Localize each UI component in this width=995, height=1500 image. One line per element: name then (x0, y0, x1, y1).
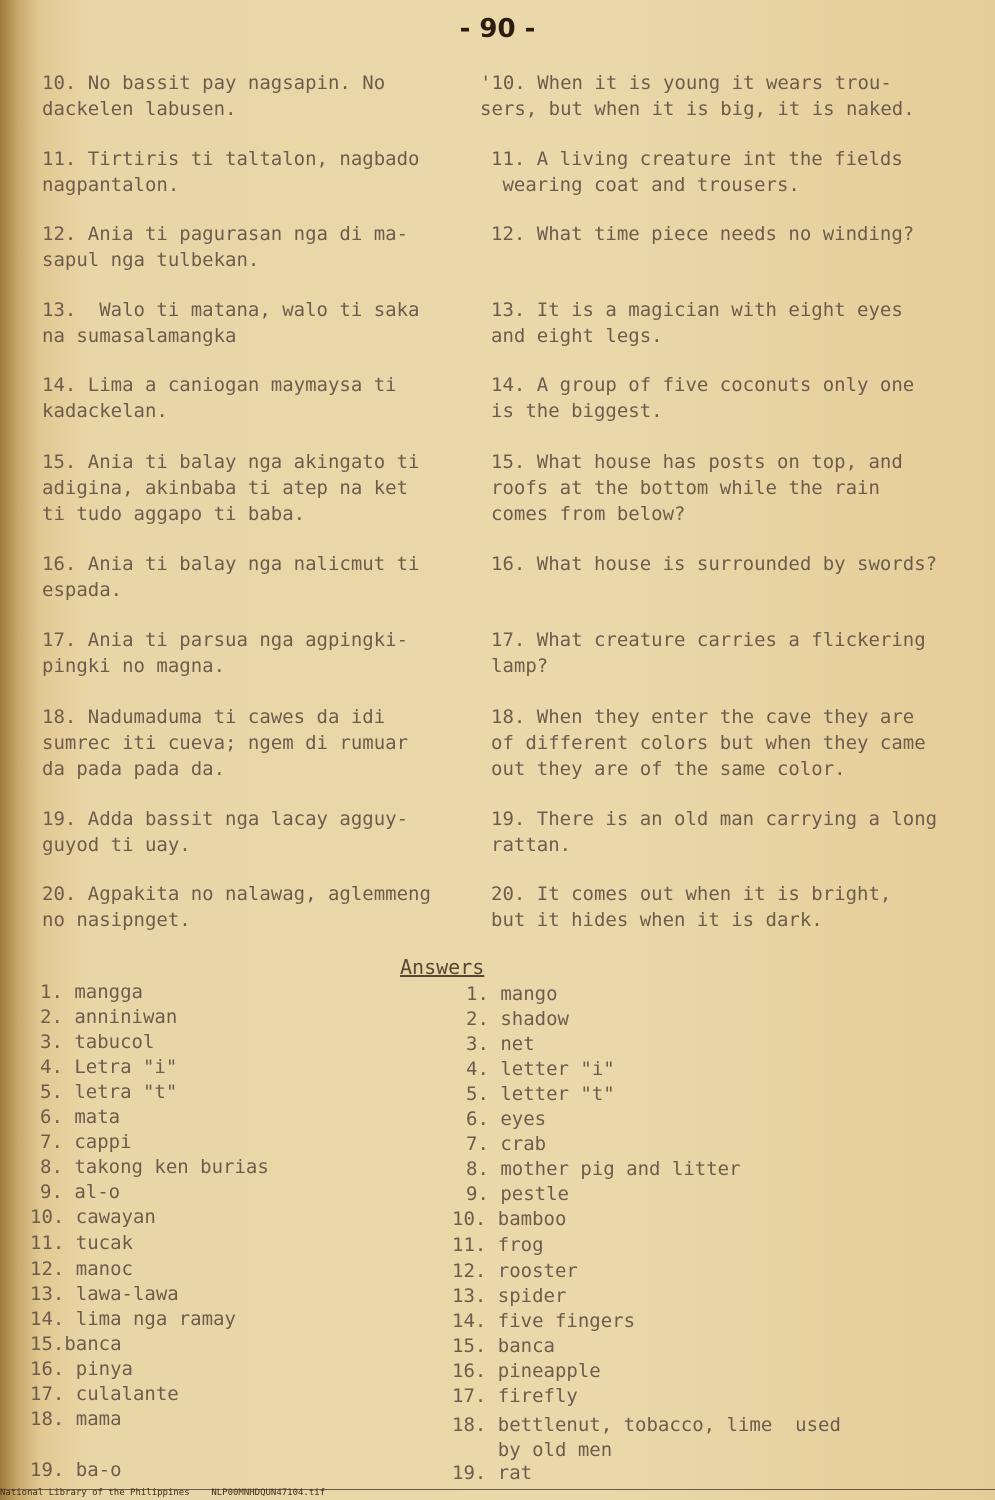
answer-ilocano-12: 12. manoc (30, 1258, 133, 1280)
riddle-ilocano-20: 20. Agpakita no nalawag, aglemmeng no nasipnget. (42, 883, 431, 931)
riddle-english-11: 11. A living creature int the fields wearing coat and trousers. (491, 148, 903, 196)
answer-ilocano-2: 2. anniniwan (40, 1006, 178, 1028)
answer-english-9: 9. pestle (466, 1183, 569, 1205)
page-number: - 90 - (459, 14, 536, 44)
answer-ilocano-13: 13. lawa-lawa (30, 1283, 179, 1305)
answer-english-14: 14. five fingers (452, 1310, 636, 1332)
riddle-english-12: 12. What time piece needs no winding? (491, 223, 915, 245)
answer-english-4: 4. letter "i" (466, 1058, 615, 1080)
answer-english-12: 12. rooster (452, 1260, 578, 1282)
answer-ilocano-18: 18. mama (30, 1408, 122, 1430)
answer-ilocano-3: 3. tabucol (40, 1031, 155, 1053)
answer-english-1: 1. mango (466, 983, 558, 1005)
riddle-ilocano-18: 18. Nadumaduma ti cawes da idi sumrec iti cueva; ngem di rumuar da pada pada da. (42, 706, 409, 780)
riddle-ilocano-14: 14. Lima a caniogan maymaysa ti kadackelan. (42, 374, 397, 422)
riddle-ilocano-13: 13. Walo ti matana, walo ti saka na sumasalamangka (42, 299, 420, 347)
answer-ilocano-9: 9. al-o (40, 1181, 121, 1203)
answer-english-8: 8. mother pig and litter (466, 1158, 741, 1180)
answer-ilocano-6: 6. mata (40, 1106, 121, 1128)
riddle-ilocano-17: 17. Ania ti parsua nga agpingki- pingki no magna. (42, 629, 409, 677)
answer-english-16: 16. pineapple (452, 1360, 601, 1382)
answer-english-11: 11. frog (452, 1234, 544, 1256)
answer-ilocano-14: 14. lima nga ramay (30, 1308, 236, 1330)
riddle-english-18: 18. When they enter the cave they are of different colors but when they came out they are of the same color. (491, 706, 926, 780)
answer-ilocano-17: 17. culalante (30, 1383, 179, 1405)
answer-ilocano-10: 10. cawayan (30, 1206, 156, 1228)
riddle-ilocano-11: 11. Tirtiris ti taltalon, nagbado nagpantalon. (42, 148, 420, 196)
answer-ilocano-16: 16. pinya (30, 1358, 133, 1380)
answer-ilocano-8: 8. takong ken burias (40, 1156, 269, 1178)
answer-english-5: 5. letter "t" (466, 1083, 615, 1105)
answer-english-18: 18. bettlenut, tobacco, lime used by old men (452, 1414, 841, 1461)
answer-ilocano-11: 11. tucak (30, 1232, 133, 1254)
answer-english-2: 2. shadow (466, 1008, 569, 1030)
answer-english-19: 19. rat (452, 1462, 533, 1484)
riddle-english-16: 16. What house is surrounded by swords? (491, 553, 938, 575)
riddle-english-15: 15. What house has posts on top, and roofs at the bottom while the rain comes from below? (491, 451, 903, 525)
answer-english-13: 13. spider (452, 1285, 567, 1307)
riddle-english-20: 20. It comes out when it is bright, but it hides when it is dark. (491, 883, 892, 931)
answer-ilocano-15: 15.banca (30, 1333, 122, 1355)
answer-ilocano-5: 5. letra "t" (40, 1081, 178, 1103)
answer-english-3: 3. net (466, 1033, 535, 1055)
answers-heading: Answers (400, 955, 485, 979)
answer-english-6: 6. eyes (466, 1108, 547, 1130)
answer-english-15: 15. banca (452, 1335, 555, 1357)
riddle-english-13: 13. It is a magician with eight eyes and eight legs. (491, 299, 903, 347)
answer-ilocano-19: 19. ba-o (30, 1459, 122, 1481)
riddle-ilocano-19: 19. Adda bassit nga lacay agguy- guyod ti uay. (42, 808, 409, 856)
answer-english-7: 7. crab (466, 1133, 547, 1155)
answer-english-10: 10. bamboo (452, 1208, 567, 1230)
riddle-english-17: 17. What creature carries a flickering lamp? (491, 629, 926, 677)
answer-ilocano-7: 7. cappi (40, 1131, 132, 1153)
riddle-english-10: '10. When it is young it wears trou- sers, but when it is big, it is naked. (480, 72, 915, 120)
footer-source: National Library of the Philippines NLP00MNHDQUN47104.tif (0, 1488, 326, 1498)
answer-ilocano-4: 4. Letra "i" (40, 1056, 178, 1078)
riddle-ilocano-16: 16. Ania ti balay nga nalicmut ti espada. (42, 553, 420, 601)
riddle-ilocano-12: 12. Ania ti pagurasan nga di ma- sapul nga tulbekan. (42, 223, 409, 271)
riddle-ilocano-10: 10. No bassit pay nagsapin. No dackelen labusen. (42, 72, 386, 120)
riddle-english-14: 14. A group of five coconuts only one is the biggest. (491, 374, 915, 422)
answer-english-17: 17. firefly (452, 1385, 578, 1407)
riddle-english-19: 19. There is an old man carrying a long rattan. (491, 808, 938, 856)
answer-ilocano-1: 1. mangga (40, 981, 143, 1003)
riddle-ilocano-15: 15. Ania ti balay nga akingato ti adigina, akinbaba ti atep na ket ti tudo aggapo ti baba. (42, 451, 420, 525)
